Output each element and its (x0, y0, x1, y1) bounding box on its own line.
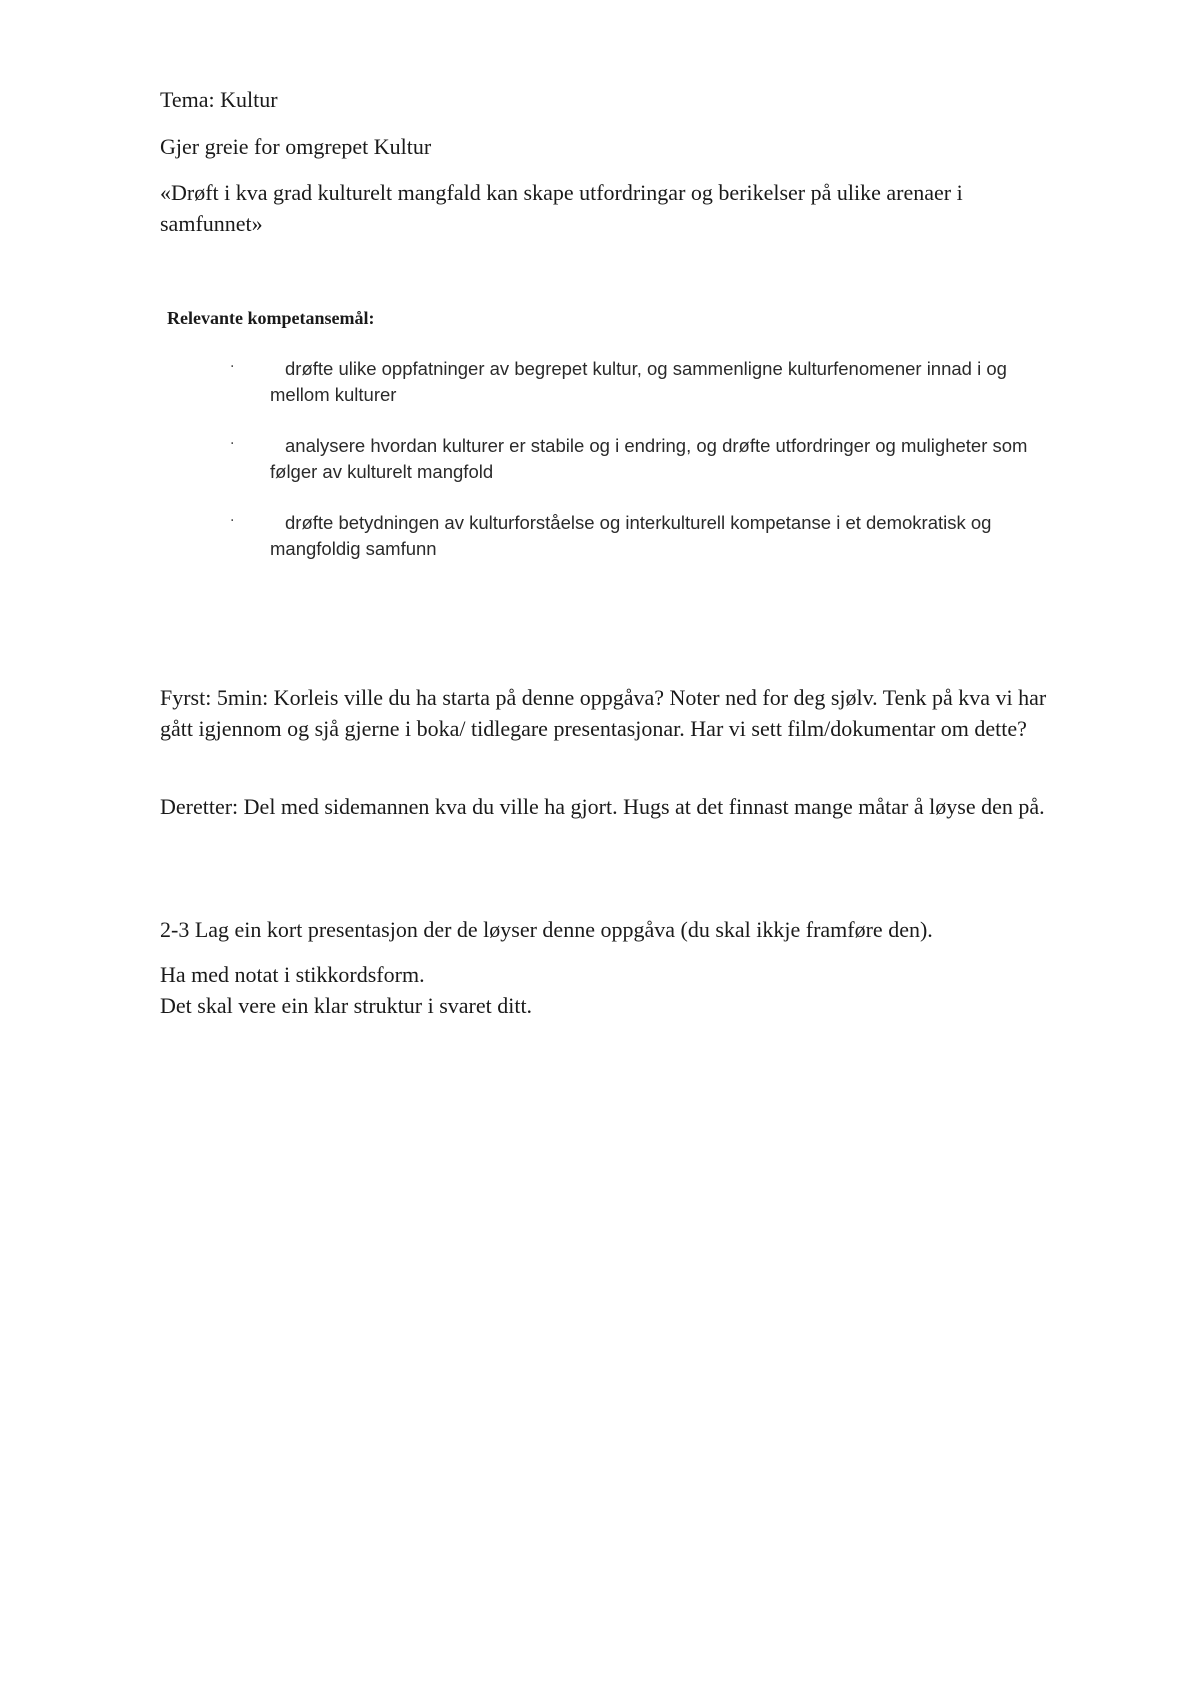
competence-item (225, 356, 1065, 408)
step-group: 2-3 Lag ein kort presentasjon der de løyser denne oppgåva (du skal ikkje framføre den). (160, 917, 933, 942)
competence-list (225, 356, 1065, 587)
competence-item (225, 433, 1065, 485)
structure-line: Det skal vere ein klar struktur i svaret ditt. (160, 993, 533, 1018)
discussion-prompt: «Drøft i kva grad kulturelt mangfald kan skape utfordringar og berikelser på ulike arenaer i samfunnet» (160, 180, 963, 236)
theme-title: Tema: Kultur (160, 87, 278, 112)
competence-text: drøfte ulike oppfatninger av begrepet kultur, og sammenligne kulturfenomener innad i og mellom kulturer (270, 358, 1007, 405)
bullet-icon: · (230, 359, 235, 375)
step-then: Deretter: Del med sidemannen kva du ville ha gjort. Hugs at det finnast mange måtar å løyse den på. (160, 794, 1045, 819)
competence-item (225, 510, 1065, 562)
competence-text: drøfte betydningen av kulturforståelse og interkulturell kompetanse i et demokratisk og mangfoldig samfunn (270, 512, 992, 559)
competence-heading: Relevante kompetansemål: (167, 308, 375, 328)
step-first: Fyrst: 5min: Korleis ville du ha starta på denne oppgåva? Noter ned for deg sjølv. Tenk på kva vi har gått igjennom og sjå gjerne i boka/ tidlegare presentasjonar. Har vi sett film/dokumentar om dette? (160, 685, 1047, 741)
bullet-icon: · (230, 436, 235, 452)
notes-line: Ha med notat i stikkordsform. (160, 962, 425, 987)
competence-text: analysere hvordan kulturer er stabile og i endring, og drøfte utfordringer og muligheter som følger av kulturelt mangfold (270, 435, 1028, 482)
bullet-icon: · (230, 513, 235, 529)
task-intro: Gjer greie for omgrepet Kultur (160, 134, 432, 159)
